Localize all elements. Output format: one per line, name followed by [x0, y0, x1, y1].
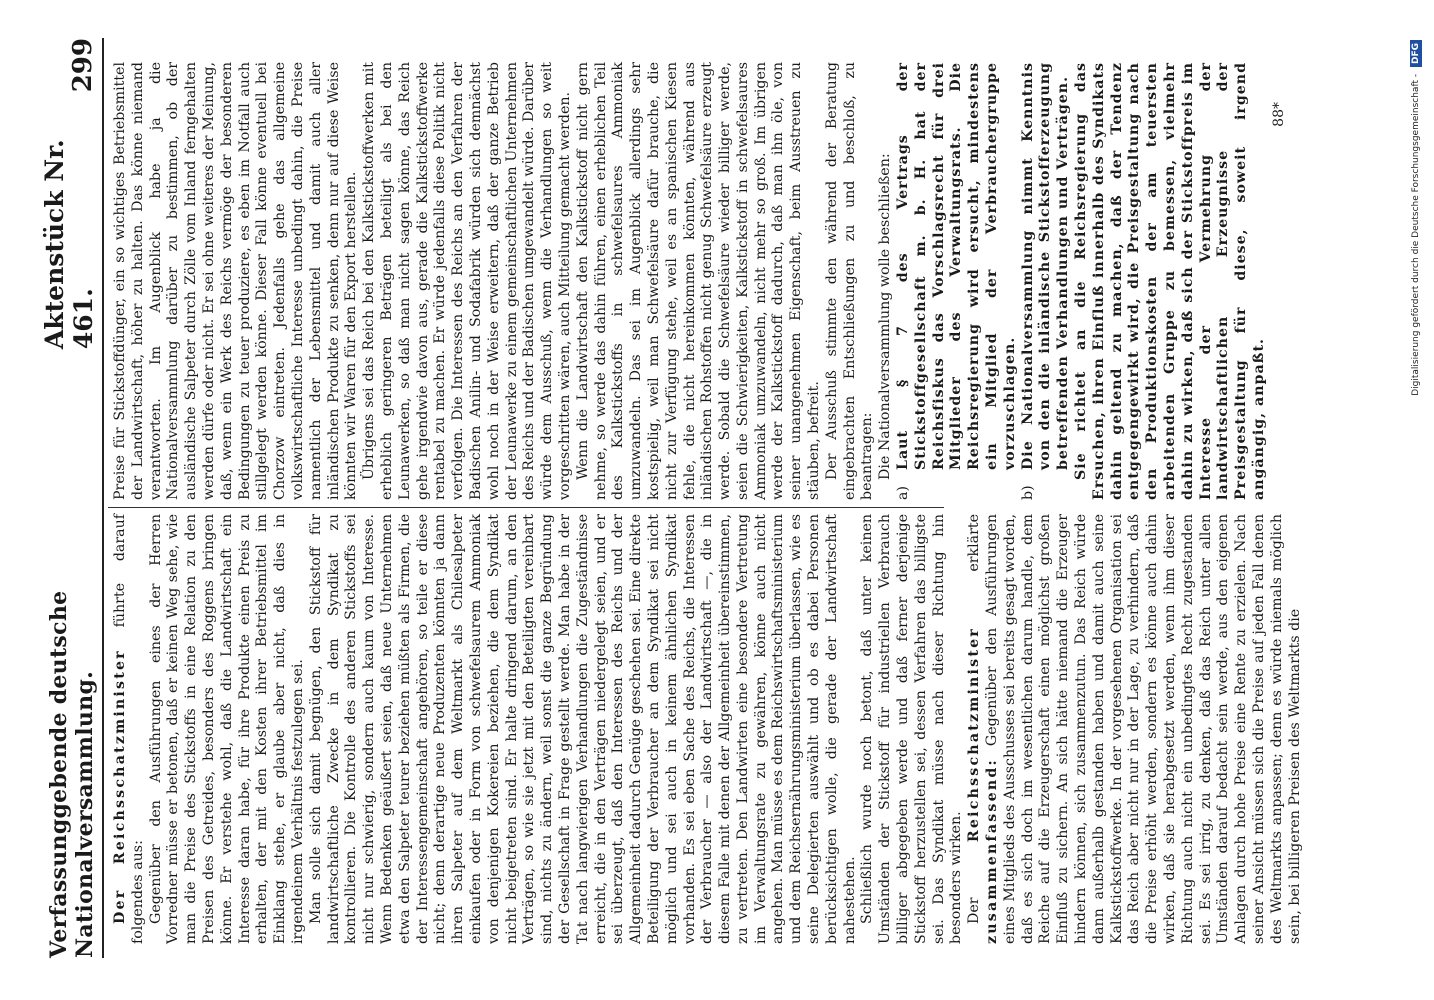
- resolution-item-b: [1020, 62, 1073, 500]
- paragraph: Übrigens sei das Reich bei den Kalkstickstoffwerken mit erheblich geringeren Beträgen beteiligt als bei den Leunawerken, so daß man nicht sagen könne, das Reich gehe irgendwie davon aus, gerade die Kalkstickstoffwerke rentabel zu machen. Er würde jedenfalls diese Politik nicht verfolgen. Die Interessen des Reichs an den Verfahren der Badischen Anilin- und Sodafabrik würden sich demnächst wohl noch in der Weise erweitern, daß der ganze Betrieb der Leunawerke zu einem gemeinschaftlichen Unternehmen des Reichs und der Badischen umgewandelt würde. Darüber würde dem Ausschuß, wenn die Verhandlungen so weit vorgeschritten wären, auch Mitteilung gemacht werden.: [361, 62, 573, 500]
- paragraph: [112, 514, 148, 944]
- right-column: [112, 62, 1287, 500]
- paragraph: [966, 514, 1304, 944]
- resolution-intro: Die Nationalversammlung wolle beschließen:: [877, 153, 894, 480]
- speaker-name: Der Reichsschatzminister: [112, 649, 128, 924]
- digitization-note: [1406, 40, 1426, 960]
- paragraph: Der Ausschuß stimmte den während der Beratung eingebrachten Entschließungen zu und beschloß, zu beantragen:: [823, 62, 876, 500]
- column-divider: [108, 507, 944, 508]
- resolution-continuation: Sie richtet an die Reichsregierung das Ersuchen, ihren Einfluß innerhalb des Syndikats dahin geltend zu machen, daß der Tendenz entgegengewirkt wird, die Preisgestaltung nach den Produktionskosten der am teuersten arbeitenden Gruppe zu bemessen, vielmehr dahin zu wirken, daß sich der Stickstoffpreis im Interesse der Vermehrung der landwirtschaftlichen Erzeugnisse der Preisgestaltung für diese, soweit irgend angängig, anpaßt.: [1073, 62, 1267, 500]
- digitization-text: Digitalisierung gefördert durch die Deutsche Forschungsgemeinschaft -: [1411, 73, 1421, 396]
- paragraph: Wenn die Landwirtschaft den Kalkstickstoff nicht gern nehme, so werde das dahin führen, einen erheblichen Teil des Kalkstickstoffs in schwefelsaures Ammoniak umzuwandeln. Das sei im Augenblick allerdings sehr kostspielig, weil man Schwefelsäure dafür brauche, die nicht zur Verfügung stehe, weil es an spanischen Kiesen fehle, die nicht hereinkommen könnten, während aus inländischen Rohstoffen nicht genug Schwefelsäure erzeugt werde. Sobald die Schwefelsäure wieder billiger werde, seien die Schwierigkeiten, Kalkstickstoff in schwefelsaures Ammoniak umzuwandeln, nicht mehr so groß. Im übrigen werde der Kalkstickstoff dadurch, daß man ihn öle, von seiner unangenehmen Eigenschaft, beim Ausstreuen zu stäuben, befreit.: [574, 62, 823, 500]
- document-number: Aktenstück Nr. 461.: [40, 139, 98, 350]
- emphasis-text: zusammenfassend:: [984, 758, 1001, 944]
- item-label: b): [1019, 485, 1036, 500]
- paragraph-text: Der: [966, 897, 983, 924]
- signature-mark: 88*: [1270, 102, 1287, 127]
- item-text: Laut § 7 des Vertrags der Stickstoffgesellschaft m. b. H. hat der Reichsfiskus das Vorschlagsrecht für drei Mitglieder des Verwaltungsrats. Die Reichsregierung wird ersucht, mindestens ein Mitglied der Verbrauchergruppe vorzuschlagen.: [895, 62, 1018, 470]
- paragraph: Gegenüber den Ausführungen eines der Herren Vorredner müsse er betonen, daß er keinen Weg sehe, wie man die Preise des Stickstoffs in eine Relation zu den Preisen des Getreides, besonders des Roggens bringen könne. Er verstehe wohl, daß die Landwirtschaft ein Interesse daran habe, für ihre Produkte einen Preis zu erhalten, der mit den Kosten ihrer Betriebsmittel im Einklang stehe, er glaube aber nicht, daß dies in irgendeinem Verhältnis festzulegen sei.: [147, 514, 306, 944]
- paragraph: Man solle sich damit begnügen, den Stickstoff für landwirtschaftliche Zwecke in dem Syndikat zu kontrollieren. Die Kontrolle des anderen Stickstoffs sei nicht nur schwierig, sondern auch kaum von Interesse. Wenn Bedenken geäußert seien, daß neue Unternehmen etwa den Salpeter teurer beziehen müßten als Firmen, die der Interessengemeinschaft angehören, so teile er diese nicht; denn derartige neue Produzenten könnten ja dann ihren Salpeter auf dem Weltmarkt als Chilesalpeter einkaufen oder in Form von schwefelsaurem Ammoniak von denjenigen Kokereien beziehen, die dem Syndikat nicht beigetreten sind. Er halte dringend darum, an den Verträgen, so wie sie jetzt mit den Beteiligten vereinbart sind, nichts zu ändern, weil sonst die ganze Begründung der Gesellschaft in Frage gestellt werde. Man habe in der Tat nach langwierigen Verhandlungen die Zugeständnisse erreicht, die in den Verträgen niedergelegt seien, und er sei überzeugt, daß den Interessen des Reichs und der Allgemeinheit dadurch Genüge geschehen sei. Eine direkte Beteiligung der Verbraucher an dem Syndikat sei nicht möglich und sei auch in keinem ähnlichen Syndikat vorhanden. Es sei eben Sache des Reichs, die Interessen der Verbraucher — also der Landwirtschaft —, die in diesem Falle mit denen der Allgemeinheit übereinstimmen, zu vertreten. Den Landwirten eine besondere Vertretung im Verwaltungsrate zu gewähren, könne auch nicht angehen. Man müsse es dem Reichswirtschaftsministerium und dem Reichsernährungsministerium überlassen, wie es seine Delegierten auswählt und ob es dabei Personen berücksichtigen wolle, die gerade der Landwirtschaft nahestehen.: [307, 514, 858, 944]
- paragraph: Preise für Stickstoffdünger, ein so wichtiges Betriebsmittel der Landwirtschaft, höher zu halten. Das könne niemand verantworten. Im Augenblick habe ja die Nationalversammlung darüber zu bestimmen, ob der ausländische Salpeter durch Zölle vom Inland ferngehalten werden dürfe oder nicht. Er sei ohne weiteres der Meinung, daß, wenn ein Werk des Reichs vermöge der besonderen Bedingungen zu teuer produziere, es eben im Notfall auch stillgelegt werden könne. Dieser Fall könne eventuell bei Chorzow eintreten. Jedenfalls gehe das allgemeine volkswirtschaftliche Interesse unbedingt dahin, die Preise namentlich der Lebensmittel und damit auch aller inländischen Produkte zu senken, denn nur auf diese Weise könnten wir Waren für den Export herstellen.: [112, 62, 360, 500]
- page-number: 299: [68, 38, 98, 93]
- item-text: Die Nationalversammlung nimmt Kenntnis von den die inländische Stickstofferzeugung betreffenden Verhandlungen und Verträgen.: [1019, 62, 1072, 470]
- page-header: [40, 38, 104, 958]
- resolution-item-a: [895, 62, 1020, 500]
- paragraph: Schließlich wurde noch betont, daß unter keinen Umständen der Stickstoff für industriellen Verbrauch billiger abgegeben werde und daß ferner derjenige Stickstoff herzustellen sei, dessen Verfahren das billigste sei. Das Syndikat müsse nach dieser Richtung hin besonders wirken.: [859, 514, 965, 944]
- paragraph-text: Gegenüber den Ausführungen eines Mitglieds des Ausschusses sei bereits gesagt worden, daß es sich doch im wesentlichen darum handle, dem Reiche auf die Erzeugerschaft einen möglichst großen Einfluß zu sichern. An sich hätte niemand die Erzeuger hindern können, sich zusammenzutun. Das Reich würde dann außerhalb gestanden haben und damit auch seine Kalkstickstoffwerke. In der vorgesehenen Organisation sei das Reich aber nicht nur in der Lage, zu verhindern, daß die Preise erhöht werden, sondern es könne auch dahin wirken, daß sie herabgesetzt werden, wenn ihm dieser Richtung auch nicht ein unbedingtes Recht zugestanden sei. Es sei irrig, zu denken, daß das Reich unter allen Umständen darauf bedacht sein werde, aus den eigenen Anlagen durch hohe Preise eine Rente zu erzielen. Nach seiner Ansicht müssen sich die Preise auf jeden Fall denen des Weltmarkts anpassen; denn es würde niemals möglich sein, bei billigeren Preisen des Weltmarkts die: [984, 514, 1303, 944]
- paragraph-text: erklärte: [966, 513, 983, 572]
- left-column: [112, 513, 1303, 944]
- item-label: a): [895, 486, 912, 500]
- header-title: Verfassunggebende deutsche Nationalversammlung.: [46, 590, 98, 958]
- paragraph-text: führte darauf folgendes aus:: [112, 514, 146, 944]
- dfg-logo: DFG: [1410, 40, 1422, 67]
- speaker-name: Reichsschatzminister: [966, 627, 983, 843]
